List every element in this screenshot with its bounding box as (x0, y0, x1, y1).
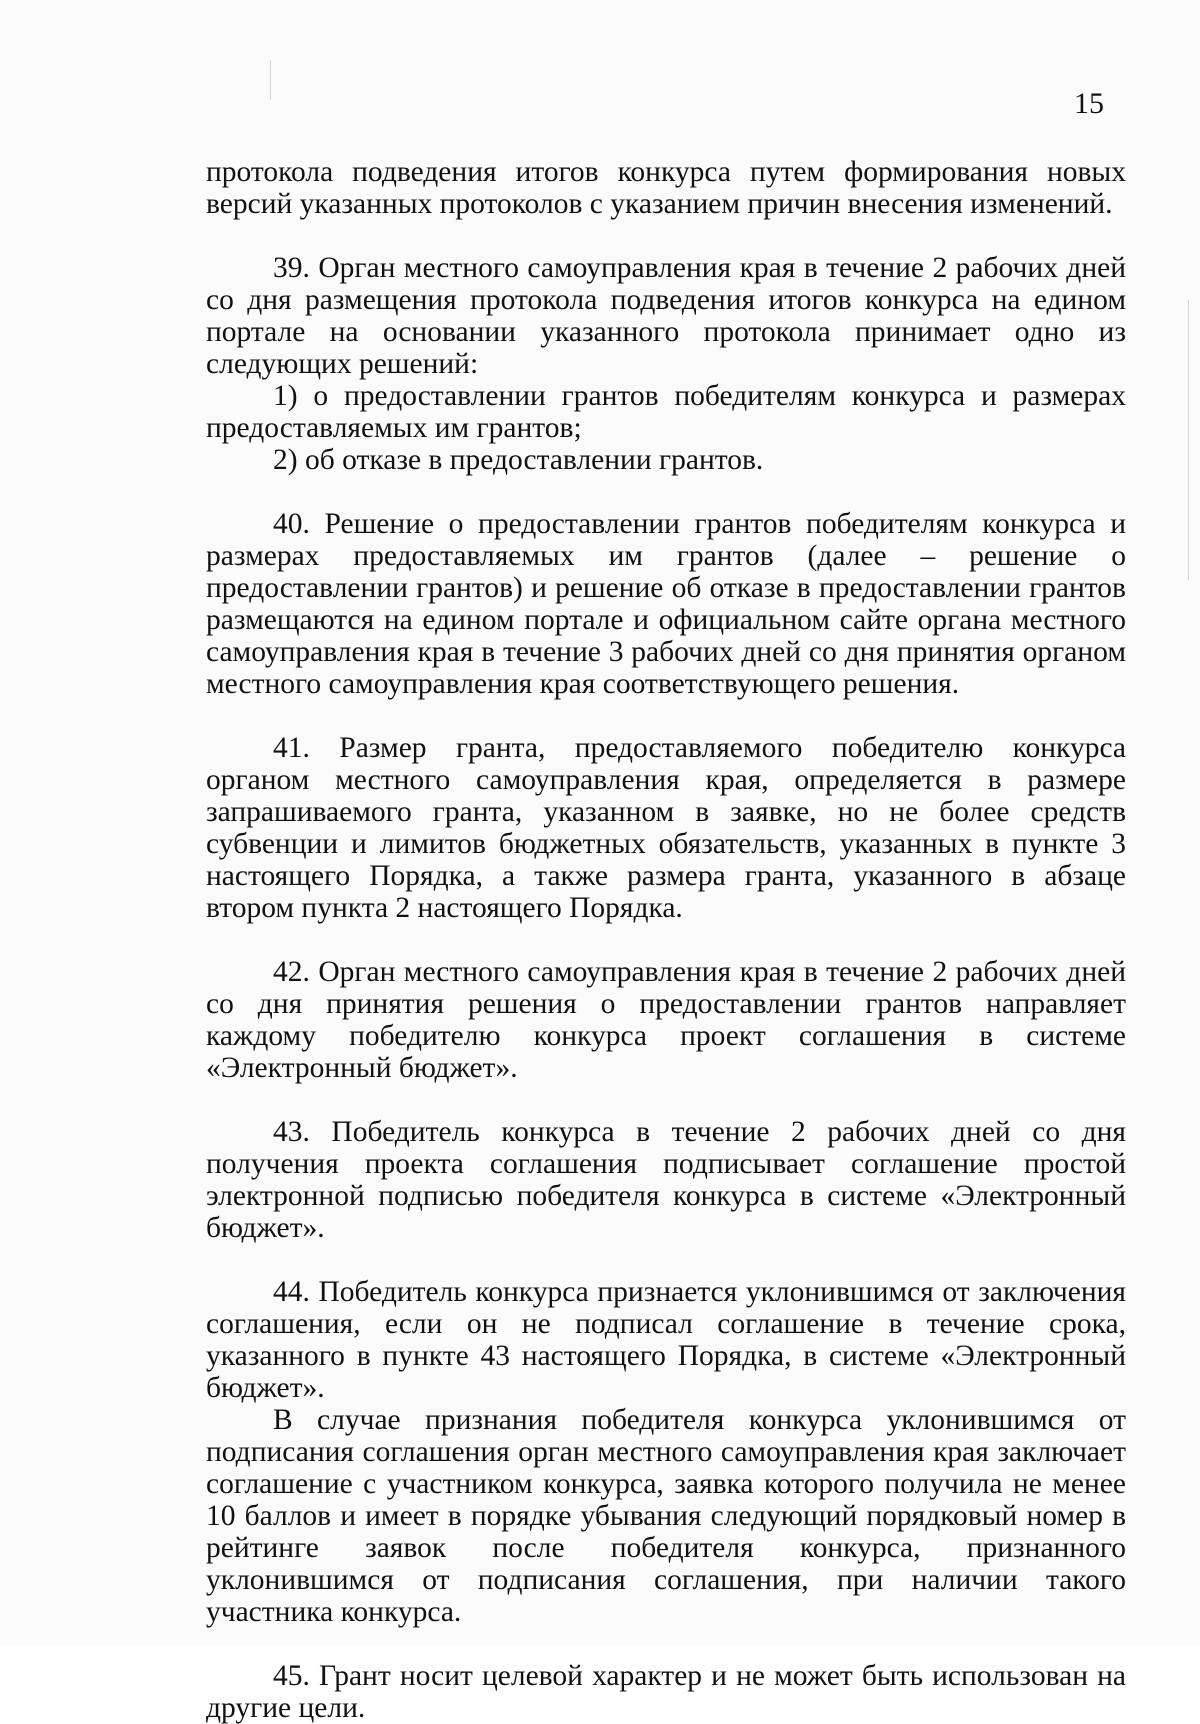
paragraph-43: 43. Победитель конкурса в течение 2 рабочих дней со дня получения проекта соглашения подписывает соглашение простой электронной подписью победителя конкурса в системе «Электронный бюджет». (206, 1116, 1126, 1244)
paragraph-continuation: протокола подведения итогов конкурса путем формирования новых версий указанных протоколов с указанием причин внесения изменений. (206, 156, 1126, 220)
paragraph-39: 39. Орган местного самоуправления края в течение 2 рабочих дней со дня размещения протокола подведения итогов конкурса на едином портале на основании указанного протокола принимает одно из следующих решений: (206, 252, 1126, 380)
paragraph-39-item-1: 1) о предоставлении грантов победителям конкурса и размерах предоставляемых им грантов; (206, 380, 1126, 444)
paragraph-39-item-2: 2) об отказе в предоставлении грантов. (273, 444, 764, 476)
scan-artifact-line (1188, 300, 1189, 580)
paragraph-44: 44. Победитель конкурса признается уклонившимся от заключения соглашения, если он не подписал соглашение в течение срока, указанного в пункте 43 настоящего Порядка, в системе «Электронный бюджет». (206, 1276, 1126, 1404)
paragraph-40: 40. Решение о предоставлении грантов победителям конкурса и размерах предоставляемых им грантов (далее – решение о предоставлении грантов) и решение об отказе в предоставлении грантов размещаются на едином портале и официальном сайте органа местного самоуправления края в течение 3 рабочих дней со дня принятия органом местного самоуправления края соответствующего решения. (206, 508, 1126, 700)
paragraph-41: 41. Размер гранта, предоставляемого победителю конкурса органом местного самоуправления края, определяется в размере запрашиваемого гранта, указанном в заявке, но не более средств субвенции и лимитов бюджетных обязательств, указанных в пункте 3 настоящего Порядка, а также размера гранта, указанного в абзаце втором пункта 2 настоящего Порядка. (206, 732, 1126, 924)
paragraph-45: 45. Грант носит целевой характер и не может быть использован на другие цели. (206, 1660, 1126, 1724)
document-body (206, 156, 1126, 1724)
scan-artifact-line (270, 60, 271, 100)
paragraph-44-second: В случае признания победителя конкурса уклонившимся от подписания соглашения орган местного самоуправления края заключает соглашение с участником конкурса, заявка которого получила не менее 10 баллов и имеет в порядке убывания следующий порядковый номер в рейтинге заявок после победителя конкурса, признанного уклонившимся от подписания соглашения, при наличии такого участника конкурса. (206, 1404, 1126, 1628)
paragraph-42: 42. Орган местного самоуправления края в течение 2 рабочих дней со дня принятия решения о предоставлении грантов направляет каждому победителю конкурса проект соглашения в системе «Электронный бюджет». (206, 956, 1126, 1084)
page-number: 15 (1074, 87, 1104, 120)
